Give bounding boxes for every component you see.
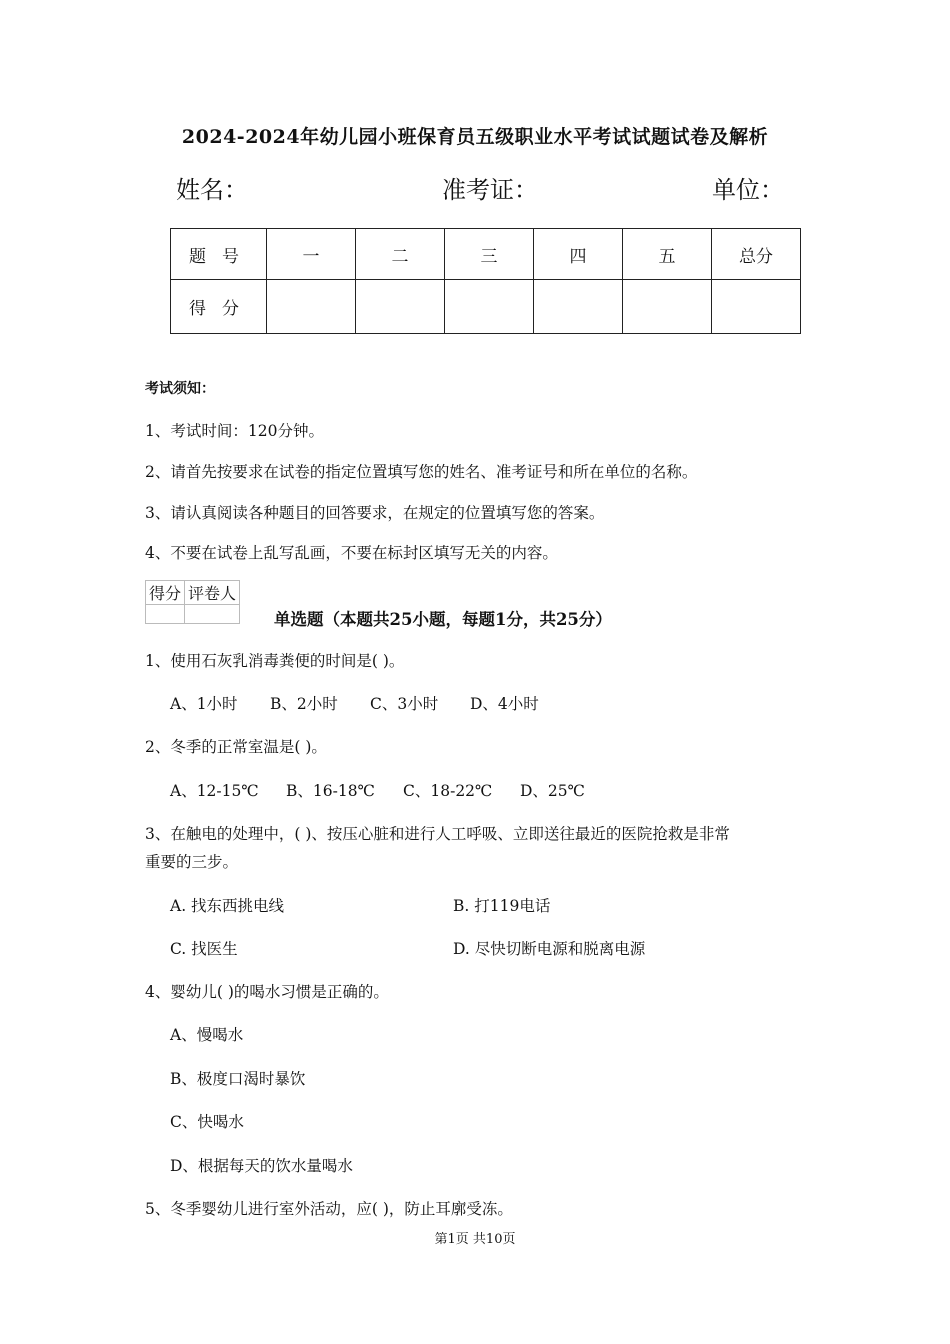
question-stem-continued: 重要的三步。 [145,853,239,871]
option: B、2小时 [270,695,338,713]
score-table-score-row [171,280,801,334]
question-stem: 4、婴幼儿( )的喝水习惯是正确的。 [145,983,389,1001]
notice-item: 1、考试时间：120分钟。 [145,422,324,440]
score-cell [534,280,623,334]
option: A. 找东西挑电线 [170,897,285,915]
option: D、4小时 [470,695,539,713]
notice-heading: 考试须知： [145,381,215,397]
question-stem: 5、冬季婴幼儿进行室外活动，应( )，防止耳廓受冻。 [145,1200,513,1218]
option: A、12-15℃ [170,782,259,800]
score-cell [267,280,356,334]
question-stem: 1、使用石灰乳消毒粪便的时间是( )。 [145,652,405,670]
unit-field-label: 单位： [712,176,784,204]
option: C、3小时 [370,695,439,713]
grader-reviewer-cell [185,605,240,624]
question-stem: 3、在触电的处理中，( )、按压心脏和进行人工呼吸、立即送往最近的医院抢救是非常 [145,825,730,843]
notice-item: 2、请首先按要求在试卷的指定位置填写您的姓名、准考证号和所在单位的名称。 [145,463,698,481]
score-table-header-row [171,229,801,280]
option: A、1小时 [170,695,238,713]
grader-reviewer-label: 评卷人 [185,581,240,605]
score-cell [445,280,534,334]
question-stem: 2、冬季的正常室温是( )。 [145,738,327,756]
grader-score-label: 得分 [146,581,185,605]
score-cell [623,280,712,334]
page-footer: 第1页 共10页 [434,1232,516,1247]
option: C、快喝水 [170,1113,244,1131]
option: D、根据每天的饮水量喝水 [170,1157,353,1175]
option: B、极度口渴时暴饮 [170,1070,306,1088]
option: D、25℃ [520,782,585,800]
option: C. 找医生 [170,940,238,958]
column-4: 四 [534,229,623,280]
option: B、16-18℃ [286,782,375,800]
option: C、18-22℃ [403,782,493,800]
option: B. 打119电话 [453,897,551,915]
column-2: 二 [356,229,445,280]
score-cell [356,280,445,334]
column-3: 三 [445,229,534,280]
name-field-label: 姓名： [176,176,248,204]
option: D. 尽快切断电源和脱离电源 [453,940,646,958]
column-total: 总分 [712,229,801,280]
exam-number-field-label: 准考证： [442,176,538,204]
notice-item: 4、不要在试卷上乱写乱画，不要在标封区填写无关的内容。 [145,544,558,562]
grader-table [145,580,240,624]
column-1: 一 [267,229,356,280]
option: A、慢喝水 [170,1026,244,1044]
question-number-label: 题号 [171,229,267,280]
column-5: 五 [623,229,712,280]
score-table [170,228,801,334]
notice-item: 3、请认真阅读各种题目的回答要求，在规定的位置填写您的答案。 [145,504,605,522]
grader-score-cell [146,605,185,624]
score-label: 得分 [171,280,267,334]
document-title: 2024-2024年幼儿园小班保育员五级职业水平考试试题试卷及解析 [181,126,769,148]
section-title: 单选题（本题共25小题，每题1分，共25分） [274,610,612,629]
score-cell [712,280,801,334]
